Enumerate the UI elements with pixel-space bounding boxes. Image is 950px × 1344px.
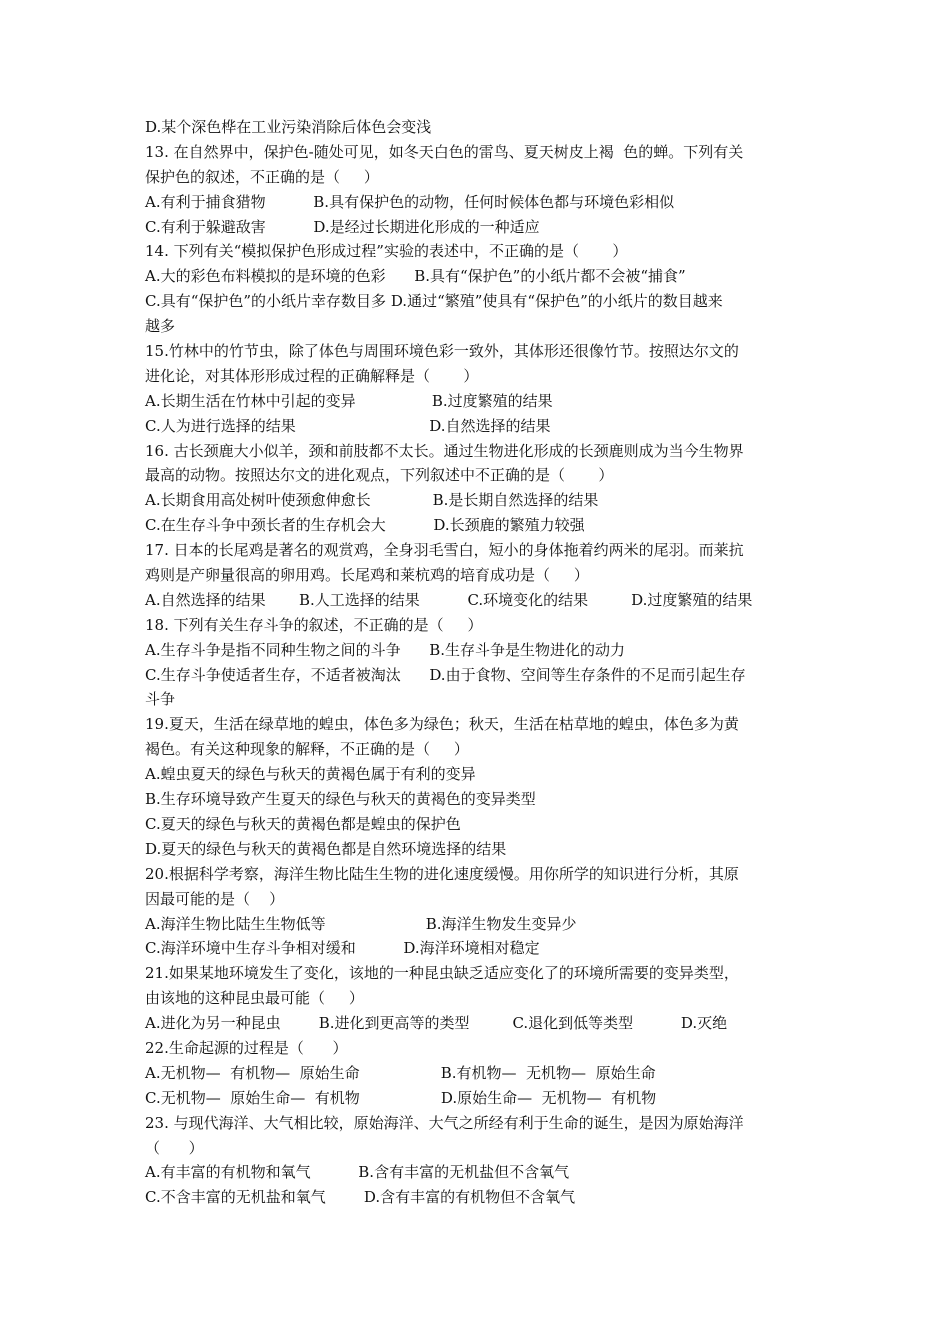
text-line: A.大的彩色布料模拟的是环境的色彩 B.具有“保护色”的小纸片都不会被“捕食” — [145, 267, 686, 286]
text-line: 18. 下列有关生存斗争的叙述，不正确的是（ ） — [145, 615, 483, 634]
text-line: A.长期生活在竹林中引起的变异 B.过度繁殖的结果 — [145, 391, 553, 410]
text-line: 褐色。有关这种现象的解释，不正确的是（ ） — [145, 740, 469, 759]
text-line: A.进化为另一种昆虫 B.进化到更高等的类型 C.退化到低等类型 D.灭绝 — [145, 1014, 728, 1033]
text-line: 进化论，对其体形形成过程的正确解释是（ ） — [145, 366, 479, 385]
text-line: C.海洋环境中生存斗争相对缓和 D.海洋环境相对稳定 — [145, 939, 540, 958]
text-line: 由该地的这种昆虫最可能（ ） — [145, 989, 364, 1008]
text-line: B.生存环境导致产生夏天的绿色与秋天的黄褐色的变异类型 — [145, 790, 536, 809]
text-line: A.自然选择的结果 B.人工选择的结果 C.环境变化的结果 D.过度繁殖的结果 — [145, 590, 753, 609]
text-line: C.有利于躲避敌害 D.是经过长期进化形成的一种适应 — [145, 217, 540, 236]
text-line: 最高的动物。按照达尔文的进化观点，下列叙述中不正确的是（ ） — [145, 466, 614, 485]
text-line: C.无机物— 原始生命— 有机物 D.原始生命— 无机物— 有机物 — [145, 1088, 657, 1107]
text-line: A.有利于捕食猎物 B.具有保护色的动物，任何时候体色都与环境色彩相似 — [145, 192, 675, 211]
text-line: A.无机物— 有机物— 原始生命 B.有机物— 无机物— 原始生命 — [145, 1063, 656, 1082]
text-line: 22.生命起源的过程是（ ） — [145, 1038, 348, 1057]
text-line: C.具有“保护色”的小纸片幸存数目多 D.通过“繁殖”使具有“保护色”的小纸片的数目越来 — [145, 292, 723, 311]
text-line: C.夏天的绿色与秋天的黄褐色都是蝗虫的保护色 — [145, 814, 461, 833]
text-line: 斗争 — [145, 690, 176, 709]
question-text — [145, 115, 813, 1210]
text-line: C.人为进行选择的结果 D.自然选择的结果 — [145, 416, 551, 435]
text-line: C.不含丰富的无机盐和氧气 D.含有丰富的有机物但不含氧气 — [145, 1188, 576, 1207]
text-line: 20.根据科学考察，海洋生物比陆生生物的进化速度缓慢。用你所学的知识进行分析，其原 — [145, 864, 739, 883]
text-line: A.蝗虫夏天的绿色与秋天的黄褐色属于有利的变异 — [145, 765, 476, 784]
text-line: A.有丰富的有机物和氧气 B.含有丰富的无机盐但不含氧气 — [145, 1163, 570, 1182]
text-line: C.生存斗争使适者生存，不适者被淘汰 D.由于食物、空间等生存条件的不足而引起生存 — [145, 665, 746, 684]
text-line: 越多 — [145, 317, 176, 336]
text-line: 14. 下列有关“模拟保护色形成过程”实验的表述中，不正确的是（ ） — [145, 242, 628, 261]
text-line: 因最可能的是（ ） — [145, 889, 285, 908]
text-line: 保护色的叙述，不正确的是（ ） — [145, 167, 379, 186]
text-line: 16. 古长颈鹿大小似羊，颈和前肢都不太长。通过生物进化形成的长颈鹿则成为当今生物界 — [145, 441, 744, 460]
text-line: 15.竹林中的竹节虫，除了体色与周围环境色彩一致外，其体形还很像竹节。按照达尔文的 — [145, 342, 739, 361]
text-line: 13. 在自然界中，保护色-随处可见，如冬天白色的雷鸟、夏天树皮上褐 色的蝉。下列有关 — [145, 142, 744, 161]
text-line: A.海洋生物比陆生生物低等 B.海洋生物发生变异少 — [145, 914, 577, 933]
text-line: D.某个深色桦在工业污染消除后体色会变浅 — [145, 118, 432, 136]
text-line: C.在生存斗争中颈长者的生存机会大 D.长颈鹿的繁殖力较强 — [145, 516, 585, 535]
text-line: D.夏天的绿色与秋天的黄褐色都是自然环境选择的结果 — [145, 839, 507, 858]
text-line: 23. 与现代海洋、大气相比较，原始海洋、大气之所经有利于生命的诞生，是因为原始海洋 — [145, 1113, 744, 1132]
text-line: （ ） — [145, 1138, 204, 1157]
text-line: A.生存斗争是指不同种生物之间的斗争 B.生存斗争是生物进化的动力 — [145, 640, 626, 659]
text-line: 21.如果某地环境发生了变化，该地的一种昆虫缺乏适应变化了的环境所需要的变异类型， — [145, 964, 739, 983]
text-line: A.长期食用高处树叶使颈愈伸愈长 B.是长期自然选择的结果 — [145, 491, 599, 510]
text-line: 19.夏天，生活在绿草地的蝗虫，体色多为绿色；秋天，生活在枯草地的蝗虫，体色多为黄 — [145, 715, 739, 734]
text-line: 鸡则是产卵量很高的卵用鸡。长尾鸡和莱杭鸡的培育成功是（ ） — [145, 566, 589, 585]
text-line: 17. 日本的长尾鸡是著名的观赏鸡，全身羽毛雪白，短小的身体拖着约两米的尾羽。而莱抗 — [145, 541, 744, 560]
